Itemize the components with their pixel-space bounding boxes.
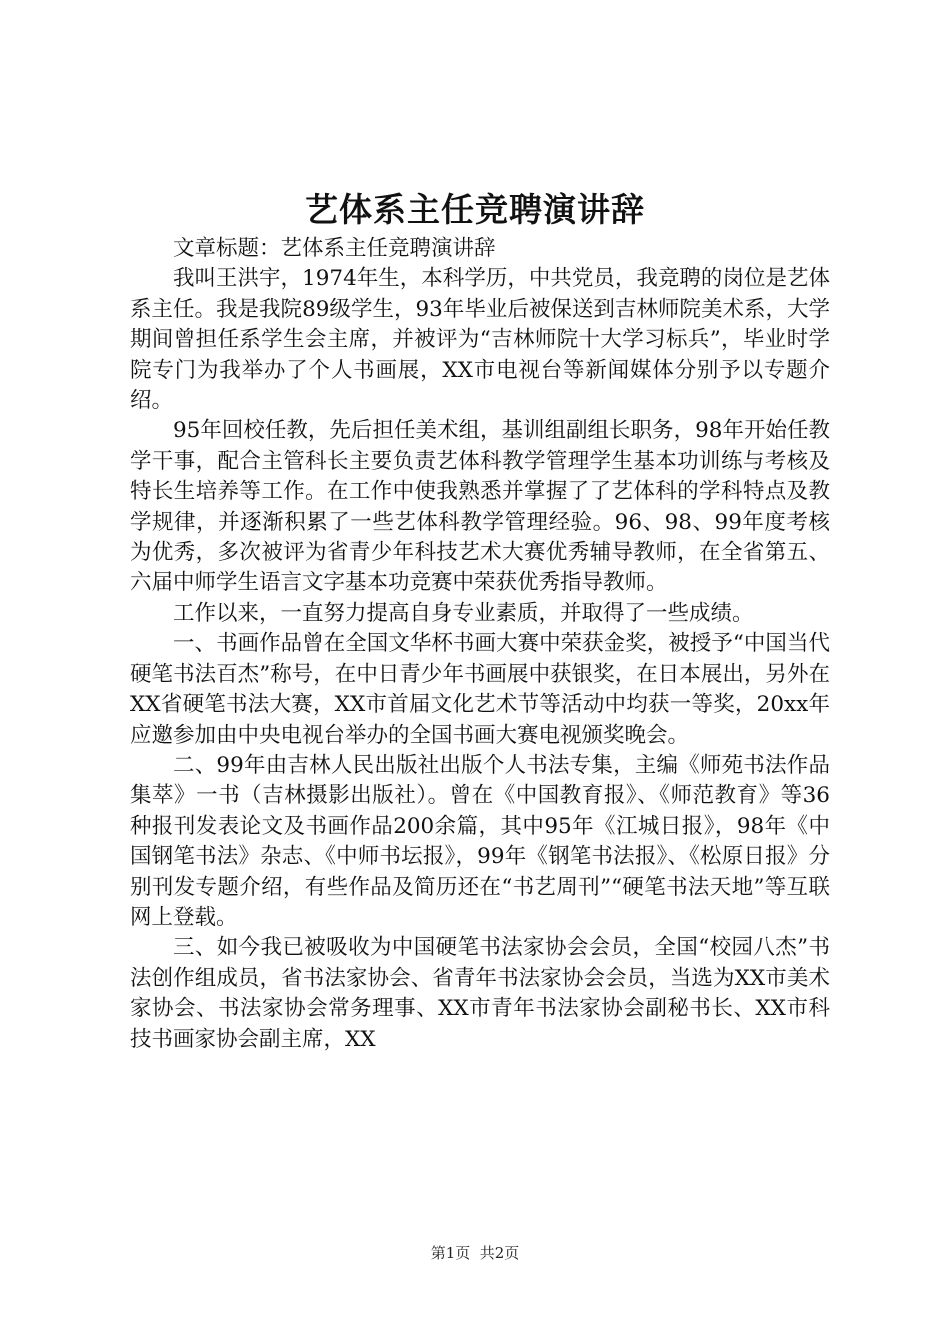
paragraph-work-history: 95年回校任教，先后担任美术组，基训组副组长职务，98年开始任教学干事，配合主管科长主要负责艺体科教学管理学生基本功训练与考核及特长生培养等工作。在工作中使我熟悉并掌握了了艺体科的学科特点及教学规律，并逐渐积累了一些艺体科教学管理经验。96、98、99年度考核为优秀，多次被评为省青少年科技艺术大赛优秀辅导教师，在全省第五、六届中师学生语言文字基本功竞赛中荣获优秀指导教师。 bbox=[130, 418, 830, 596]
paragraph-achievements-intro: 工作以来，一直努力提高自身专业素质，并取得了一些成绩。 bbox=[173, 600, 754, 626]
page-number-label: 第1页 共2页 bbox=[430, 1244, 520, 1262]
paragraph-achievement-two: 二、99年由吉林人民出版社出版个人书法专集，主编《师苑书法作品集萃》一书（吉林摄影出版社）。曾在《中国教育报》、《师范教育》等36种报刊发表论文及书画作品200余篇，其中95年《江城日报》，98年《中国钢笔书法》杂志、《中师书坛报》，99年《钢笔书法报》、《松原日报》分别刊发专题介绍，有些作品及简历还在“书艺周刊”“硬笔书法天地”等互联网上登载。 bbox=[130, 752, 830, 930]
page-footer bbox=[0, 1242, 950, 1264]
page-title: 艺体系主任竞聘演讲辞 bbox=[305, 190, 645, 229]
paragraph-achievement-three: 三、如今我已被吸收为中国硬笔书法家协会会员，全国“校园八杰”书法创作组成员，省书法家协会、省青年书法家协会会员，当选为XX市美术家协会、书法家协会常务理事、XX市青年书法家协会副秘书长、XX市科技书画家协会副主席，XX bbox=[130, 935, 830, 1052]
article-body bbox=[130, 234, 830, 1055]
paragraph-intro: 我叫王洪宇，1974年生，本科学历，中共党员，我竞聘的岗位是艺体系主任。我是我院89级学生，93年毕业后被保送到吉林师院美术系，大学期间曾担任系学生会主席，并被评为“吉林师院十大学习标兵”，毕业时学院专门为我举办了个人书画展，XX市电视台等新闻媒体分别予以专题介绍。 bbox=[130, 266, 830, 414]
paragraph-achievement-one: 一、书画作品曾在全国文华杯书画大赛中荣获金奖，被授予“中国当代硬笔书法百杰”称号，在中日青少年书画展中获银奖，在日本展出，另外在XX省硬笔书法大赛，XX市首届文化艺术节等活动中均获一等奖，20xx年应邀参加由中央电视台举办的全国书画大赛电视颁奖晚会。 bbox=[130, 631, 830, 748]
article-subtitle: 文章标题：艺体系主任竞聘演讲辞 bbox=[173, 236, 496, 261]
